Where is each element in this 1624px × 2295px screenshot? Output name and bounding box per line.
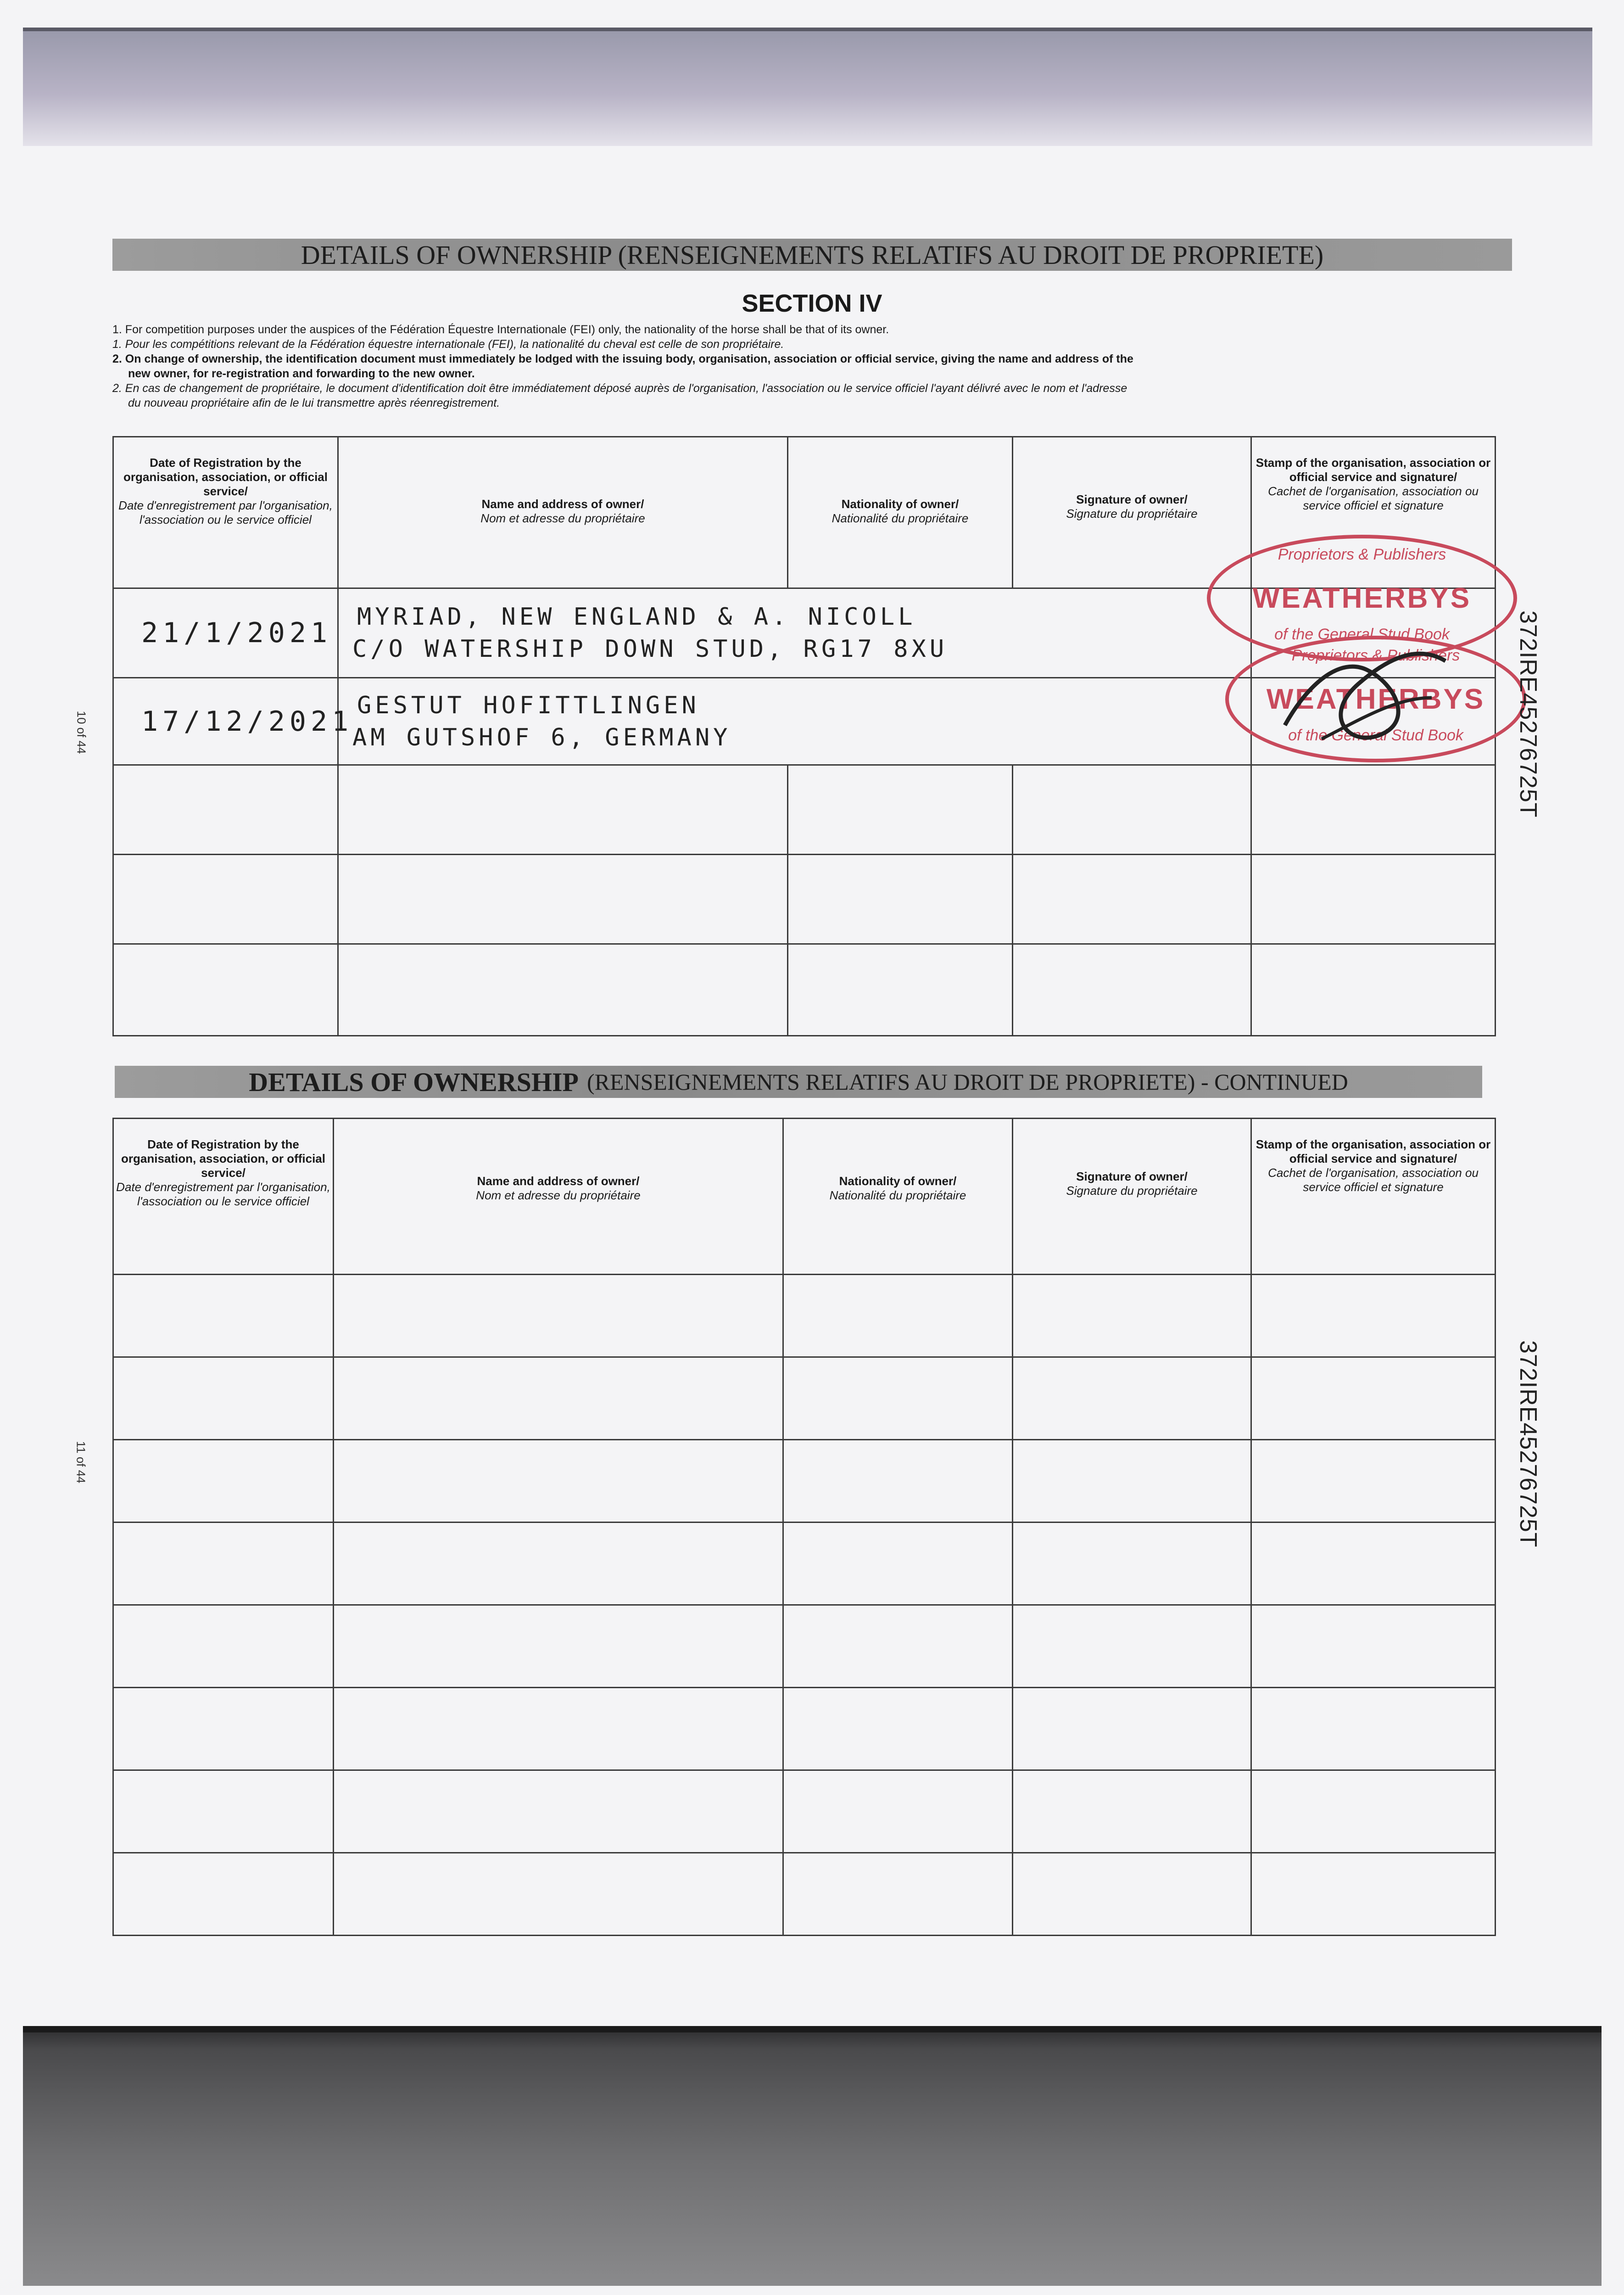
ownership-continued-banner: [115, 1066, 1482, 1098]
page-number-bottom: 11 of 44: [74, 1441, 88, 1483]
note-2-fr-b: du nouveau propriétaire afin de le lui transmettre après réenregistrement.: [128, 397, 500, 409]
scanner-top-band: [23, 28, 1592, 146]
col-stamp-header: Stamp of the organisation, association or official service and signature/ Cachet de l'organisation, association ou service officiel et signature: [1251, 1119, 1496, 1275]
note-2-fr-a: 2. En cas de changement de propriétaire, le document d'identification doit être immédiatement déposé auprès de l'organisation, l'association ou le service officiel l'ayant délivré avec le nom et l'adresse: [112, 382, 1127, 395]
note-2-en-a: 2. On change of ownership, the identification document must immediately be lodged with the issuing body, organisation, association or official service, giving the name and address of the: [112, 353, 1133, 365]
ownership-continued-table: [112, 1118, 1496, 1936]
passport-id-bottom: 372IRE45276725T: [1515, 1340, 1541, 1548]
table-row: [113, 855, 1496, 944]
entry-owner-line2: AM GUTSHOF 6, GERMANY: [352, 723, 731, 751]
note-2-en-b: new owner, for re-registration and forwarding to the new owner.: [128, 367, 475, 380]
weatherbys-stamp: Proprietors & Publishers WEATHERBYS of the General Stud Book: [1207, 535, 1517, 661]
table-row: [113, 1357, 1496, 1440]
entry-owner-line1: MYRIAD, NEW ENGLAND & A. NICOLL: [357, 603, 916, 631]
table-row: [113, 1275, 1496, 1357]
table-row: [113, 944, 1496, 1036]
note-1-fr: 1. Pour les compétitions relevant de la Fédération équestre internationale (FEI), la nationalité du cheval est celle de son propriétaire.: [112, 338, 784, 351]
table-row: [113, 765, 1496, 855]
ownership-banner-title: DETAILS OF OWNERSHIP (RENSEIGNEMENTS RELATIFS AU DROIT DE PROPRIETE): [301, 240, 1324, 270]
ownership-continued-title-rest: (RENSEIGNEMENTS RELATIFS AU DROIT DE PROPRIETE) - CONTINUED: [586, 1069, 1348, 1095]
table-row: [113, 1853, 1496, 1936]
col-name-header: Name and address of owner/ Nom et adresse du propriétaire: [338, 437, 788, 588]
note-1-en: 1. For competition purposes under the auspices of the Fédération Équestre Internationale (FEI) only, the nationality of the horse shall be that of its owner.: [112, 323, 889, 336]
ownership-continued-title-bold: DETAILS OF OWNERSHIP: [249, 1067, 579, 1097]
col-nationality-header: Nationality of owner/ Nationalité du propriétaire: [783, 1119, 1013, 1275]
entry-date: 21/1/2021: [141, 617, 332, 649]
passport-id-top: 372IRE45276725T: [1515, 610, 1541, 818]
table-row: [113, 1523, 1496, 1605]
table-row: [113, 1770, 1496, 1853]
entry-date: 17/12/2021: [141, 705, 353, 738]
entry-date-cell: [113, 678, 353, 765]
table-header-row: [113, 1119, 1496, 1275]
entry-owner-line2: C/O WATERSHIP DOWN STUD, RG17 8XU: [352, 635, 948, 663]
entry-owner-cell: [338, 678, 1251, 765]
col-date-header: Date of Registration by the organisation, association, or official service/ Date d'enregistrement par l'organisation, l'association ou le service officiel: [113, 437, 338, 588]
table-row: [113, 1688, 1496, 1770]
col-signature-header: Signature of owner/ Signature du propriétaire: [1013, 1119, 1251, 1275]
ownership-banner: [112, 239, 1512, 271]
entry-date-cell: [113, 588, 338, 678]
scanner-bottom-band: [23, 2029, 1602, 2286]
col-nationality-header: Nationality of owner/ Nationalité du propriétaire: [788, 437, 1013, 588]
signature-scribble: [1267, 629, 1459, 757]
entry-owner-cell: [338, 588, 1251, 678]
table-row: [113, 1440, 1496, 1523]
section-heading: SECTION IV: [742, 290, 882, 317]
col-name-header: Name and address of owner/ Nom et adresse du propriétaire: [334, 1119, 783, 1275]
col-signature-header: Signature of owner/ Signature du propriétaire: [1013, 437, 1251, 588]
weatherbys-stamp: Proprietors & Publishers WEATHERBYS of the General Stud Book: [1225, 636, 1526, 762]
col-stamp-header: Stamp of the organisation, association or official service and signature/ Cachet de l'organisation, association ou service officiel et signature: [1251, 437, 1496, 588]
col-date-header: Date of Registration by the organisation, association, or official service/ Date d'enregistrement par l'organisation, l'association ou le service officiel: [113, 1119, 334, 1275]
entry-owner-line1: GESTUT HOFITTLINGEN: [357, 691, 700, 719]
table-row: [113, 1605, 1496, 1688]
ownership-notes: [112, 322, 1489, 410]
page-number-top: 10 of 44: [74, 711, 89, 754]
